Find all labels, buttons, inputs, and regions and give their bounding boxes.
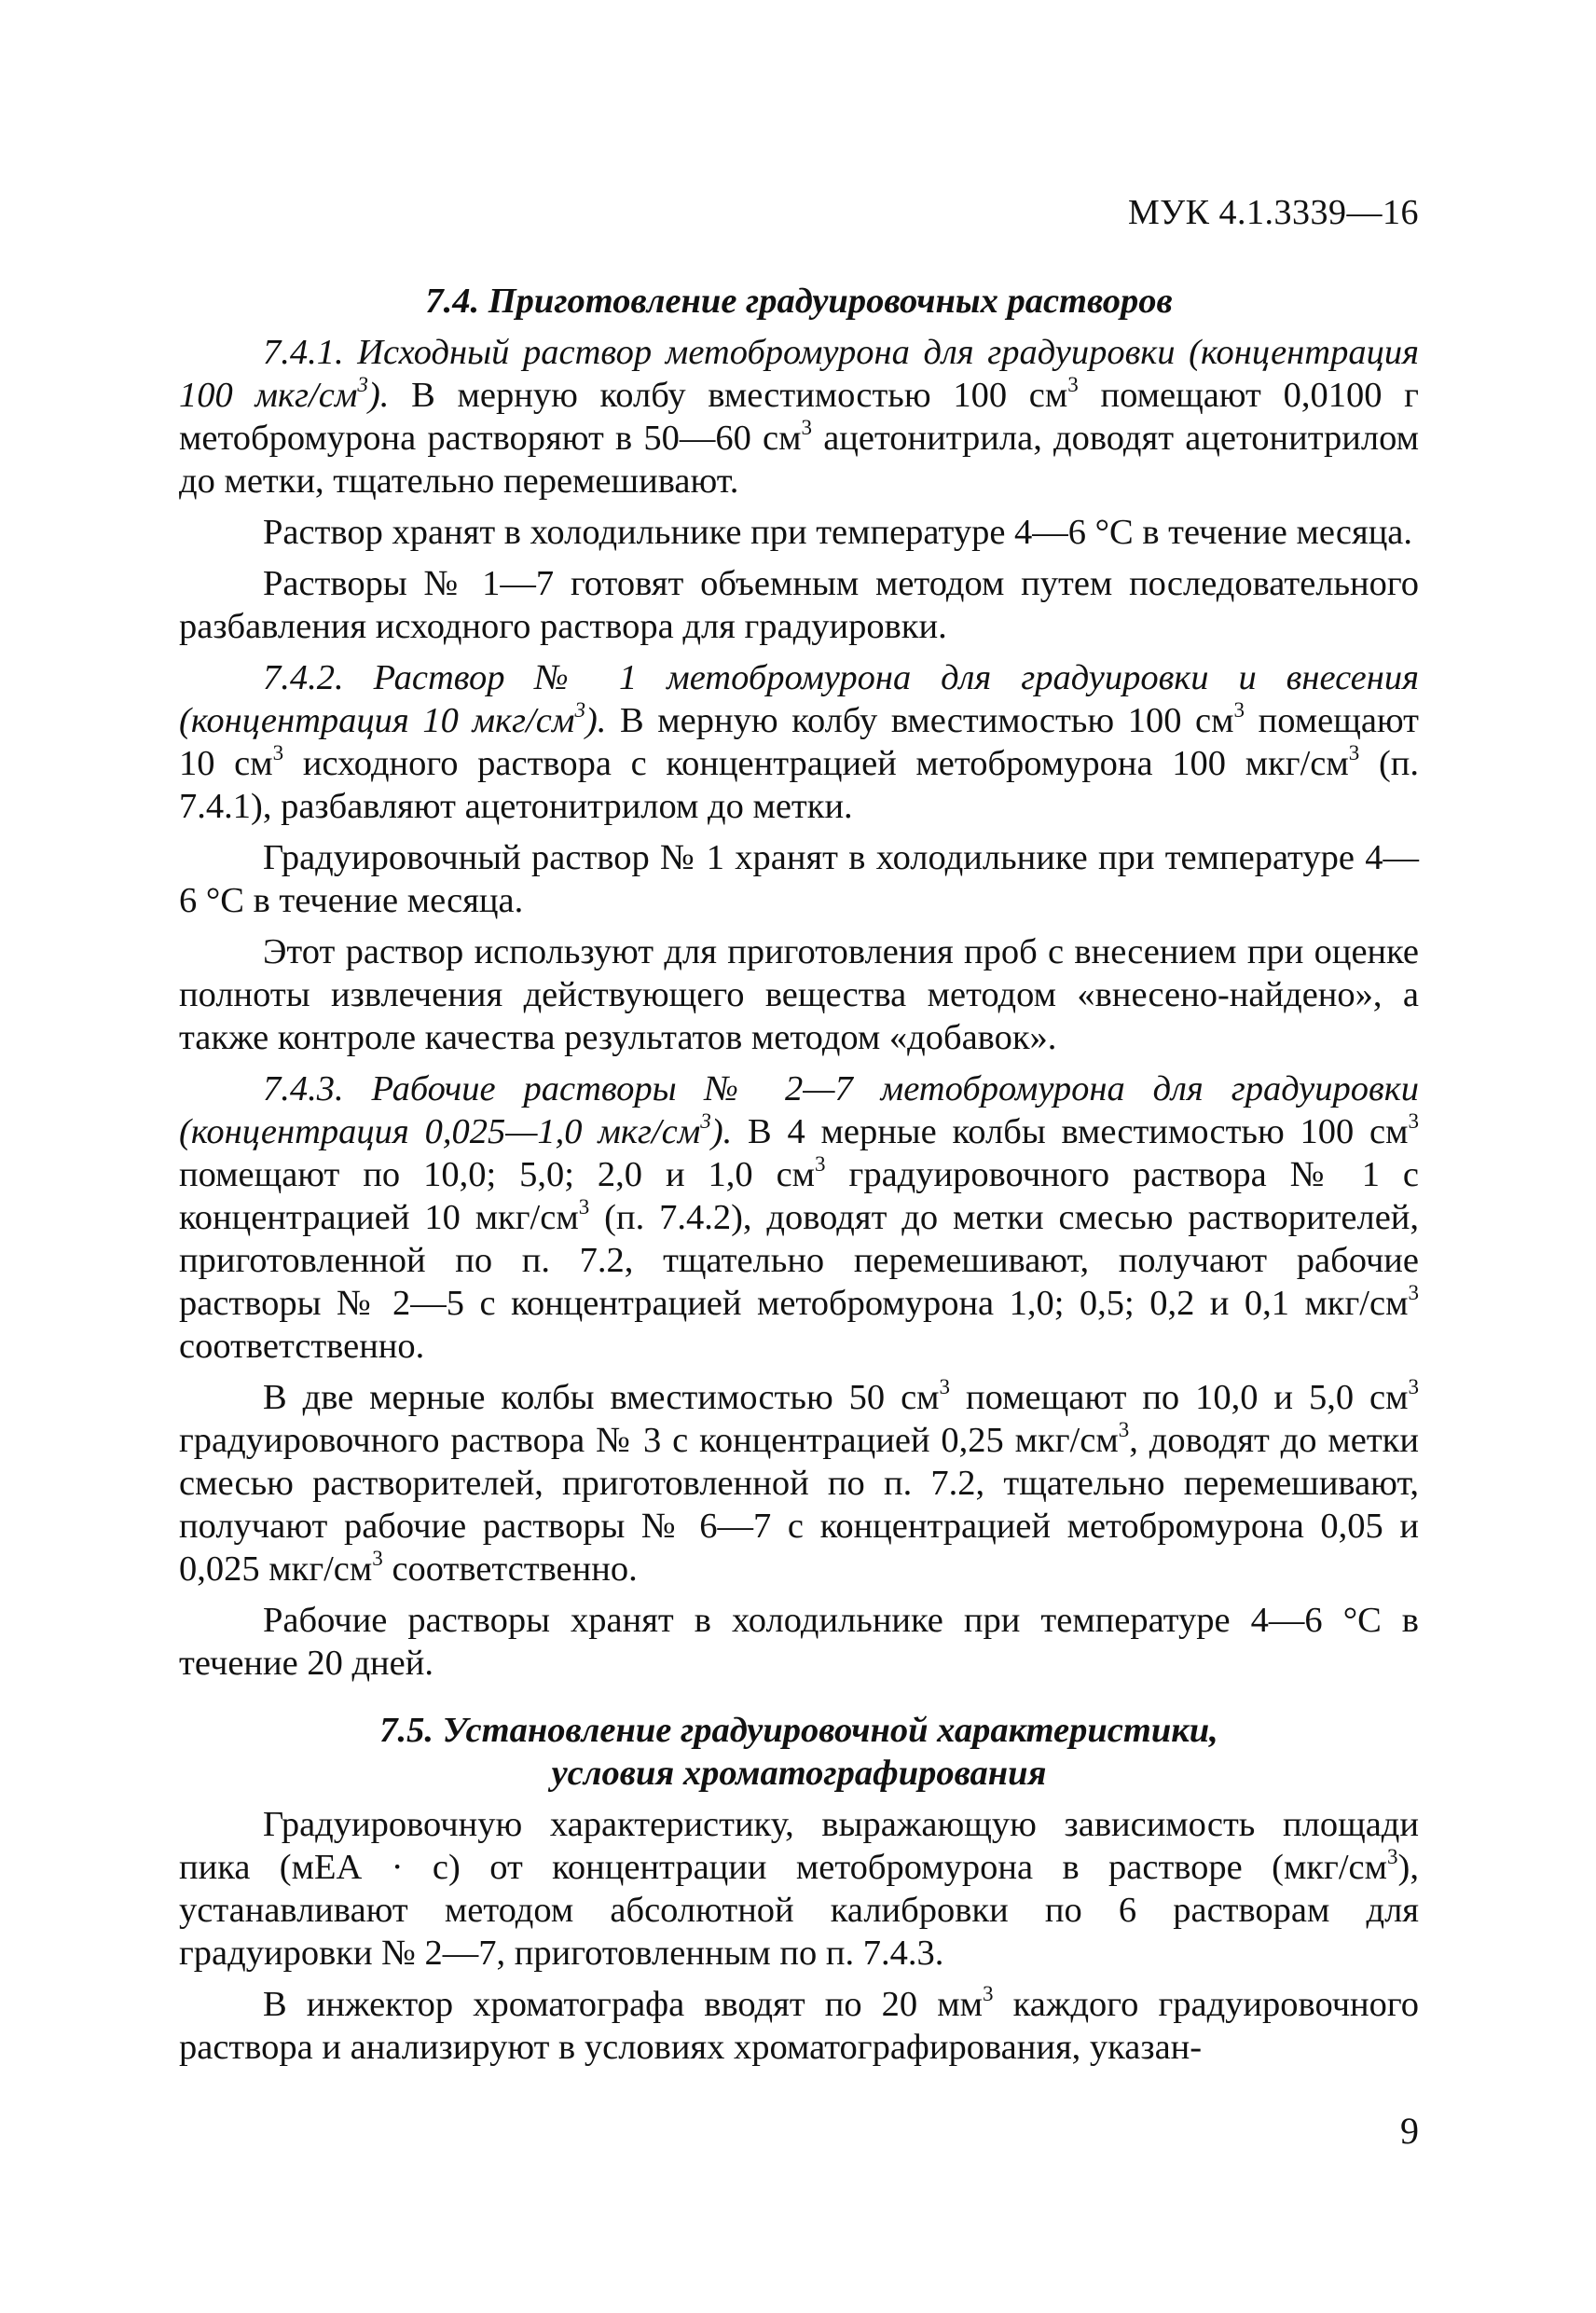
paragraph-storage-1: Раствор хранят в холодильнике при температуре 4—6 °C в течение месяца. — [263, 513, 1413, 552]
subsection-7-4-1-title: 7.4.1. Исходный раствор метобромурона для градуировки (концентрация 100 мкг/$см^3$). — [179, 333, 1419, 415]
paragraph-storage-2: Градуировочный раствор № 1 хранят в холодильнике при температуре 4—6 °C в течение месяца. — [179, 838, 1419, 920]
paragraph-volumetric: Растворы № 1—7 готовят объемным методом путем последовательного разбавления исходного раствора для градуировки. — [179, 564, 1419, 646]
paragraph-calibration: Градуировочную характеристику, выражающую зависимость площади пика (мЕА · с) от концентрации метобромурона в растворе $(мкг/см^3)$, устанавливают методом абсолютной калибровки по 6 растворам для градуировки № 2—7, приготовленным по п. 7.4.3. — [179, 1805, 1419, 1973]
section-7-5-title: 7.5. Установление градуировочной характеристики, условия хроматографирования — [379, 1711, 1218, 1793]
paragraph-7-4-3: 7.4.3. Рабочие растворы № 2—7 метобромурона для градуировки (концентрация 0,025—1,0 мкг/$см^3$). В 4 мерные колбы вместимостью 100 $см^3$ помещают по 10,0; 5,0; 2,0 и 1,0 $см^3$ градуировочного раствора № 1 с концентрацией 10 мкг/$см^3$ (п. 7.4.2), доводят до метки смесью растворителей, приготовленной по п. 7.2, тщательно перемешивают, получают рабочие растворы № 2—5 с концентрацией метобромурона 1,0; 0,5; 0,2 и 0,1 мкг/$см^3$ соответственно. — [179, 1069, 1420, 1366]
paragraph-storage-3: Рабочие растворы хранят в холодильнике при температуре 4—6 °C в течение 20 дней. — [179, 1601, 1419, 1683]
document-body — [179, 280, 1419, 2077]
paragraph-7-4-2: 7.4.2. Раствор № 1 метобромурона для градуировки и внесения (концентрация 10 мкг/$см^3$). В мерную колбу вместимостью 100 $см^3$ помещают 10 $см^3$ исходного раствора с концентрацией метобромурона 100 мкг/$см^3$ (п. 7.4.1), разбавляют ацетонитрилом до метки. — [179, 658, 1420, 826]
document-code: МУК 4.1.3339—16 — [1127, 193, 1419, 232]
paragraph-7-4-1: 7.4.1. Исходный раствор метобромурона для градуировки (концентрация 100 мкг/$см^3$). В мерную колбу вместимостью 100 $см^3$ помещают 0,0100 г метобромурона растворяют в 50—60 $см^3$ ацетонитрила, доводят ацетонитрилом до метки, тщательно перемешивают. — [179, 333, 1419, 501]
paragraph-two-flasks: В две мерные колбы вместимостью 50 $см^3$ помещают по 10,0 и 5,0 $см^3$ градуировочного раствора № 3 с концентрацией 0,25 мкг/$см^3$, доводят до метки смесью растворителей, приготовленной по п. 7.2, тщательно перемешивают, получают рабочие растворы № 6—7 с концентрацией метобромурона 0,05 и 0,025 мкг/$см^3$ соответственно. — [179, 1373, 1420, 1589]
paragraph-usage: Этот раствор используют для приготовления проб с внесением при оценке полноты извлечения действующего вещества методом «внесено-найдено», а также контроле качества результатов методом «добавок». — [179, 932, 1419, 1057]
subsection-7-4-3-title: 7.4.3. Рабочие растворы № 2—7 метобромурона для градуировки (концентрация 0,025—1,0 мкг/$см^3$). — [179, 1069, 1419, 1151]
page-number: 9 — [1400, 2110, 1419, 2152]
section-7-4-title: 7.4. Приготовление градуировочных растворов — [425, 282, 1173, 321]
subsection-7-4-2-title: 7.4.2. Раствор № 1 метобромурона для градуировки и внесения (концентрация 10 мкг/$см^3$). — [179, 658, 1419, 740]
paragraph-injection: В инжектор хроматографа вводят по 20 $мм^3$ каждого градуировочного раствора и анализируют в условиях хроматографирования, указан- — [179, 1980, 1419, 2067]
